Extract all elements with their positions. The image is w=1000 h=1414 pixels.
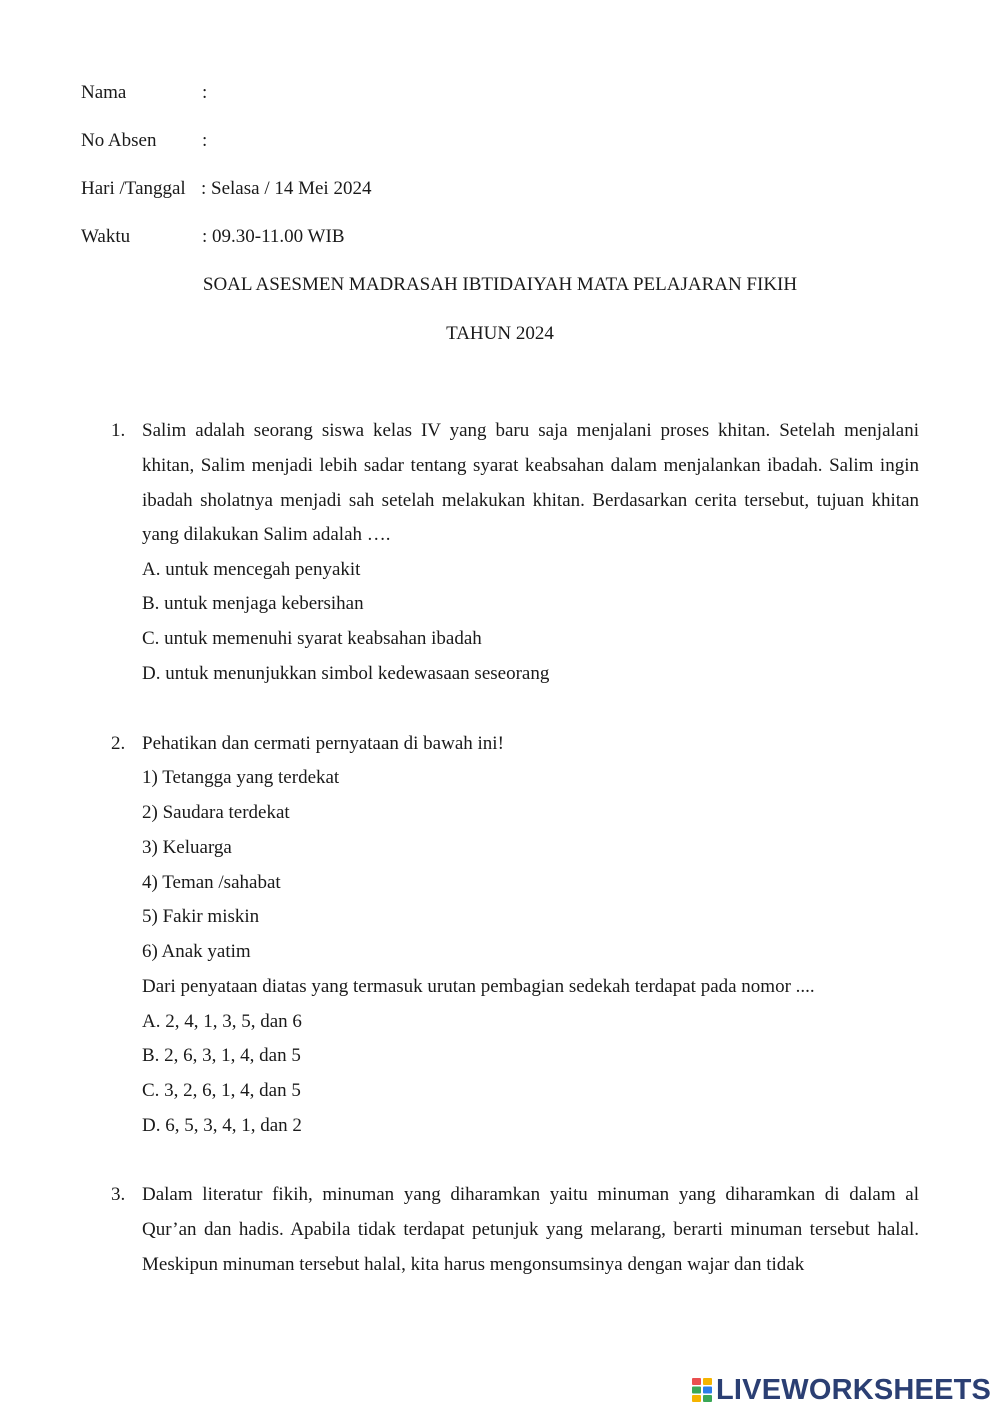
field-label: Hari /Tanggal (81, 178, 186, 199)
field-value[interactable]: : (202, 130, 208, 151)
field-value: : 09.30-11.00 WIB (202, 226, 345, 247)
field-label: No Absen (81, 130, 157, 151)
answer-option-a[interactable]: A. 2, 4, 1, 3, 5, dan 6 (142, 1011, 302, 1032)
answer-option-a[interactable]: A. untuk mencegah penyakit (142, 559, 361, 580)
statement-item: 1) Tetangga yang terdekat (142, 767, 340, 788)
question-stem: Pehatikan dan cermati pernyataan di bawah ini! (142, 733, 504, 754)
statement-item: 4) Teman /sahabat (142, 872, 281, 893)
page-title: SOAL ASESMEN MADRASAH IBTIDAIYAH MATA PELAJARAN FIKIH (202, 274, 798, 295)
field-value: : Selasa / 14 Mei 2024 (201, 178, 372, 199)
field-label: Nama (81, 82, 127, 103)
question-stem: Dalam literatur fikih, minuman yang diharamkan yaitu minuman yang diharamkan di dalam al Qur’an dan hadis. Apabila tidak terdapat petunjuk yang melarang, berarti minuman tersebut halal. Meskipun minuman tersebut halal, kita harus mengonsumsinya dengan wajar dan tidak (142, 1184, 919, 1275)
answer-option-b[interactable]: B. 2, 6, 3, 1, 4, dan 5 (142, 1045, 301, 1066)
answer-option-d[interactable]: D. untuk menunjukkan simbol kedewasaan seseorang (142, 663, 550, 684)
statement-item: 6) Anak yatim (142, 941, 251, 962)
question-prompt: Dari penyataan diatas yang termasuk urutan pembagian sedekah terdapat pada nomor .... (142, 976, 815, 997)
statement-item: 5) Fakir miskin (142, 906, 260, 927)
statement-item: 2) Saudara terdekat (142, 802, 290, 823)
answer-option-d[interactable]: D. 6, 5, 3, 4, 1, dan 2 (142, 1115, 302, 1136)
field-label: Waktu (81, 226, 131, 247)
answer-option-c[interactable]: C. 3, 2, 6, 1, 4, dan 5 (142, 1080, 301, 1101)
answer-option-b[interactable]: B. untuk menjaga kebersihan (142, 593, 364, 614)
brand-text: LIVEWORKSHEETS (716, 1374, 992, 1406)
question-number: 1. (111, 420, 126, 441)
liveworksheets-brand[interactable] (692, 1374, 991, 1406)
liveworksheets-logo-icon (692, 1378, 712, 1402)
question-number: 3. (111, 1184, 126, 1205)
question-stem: Salim adalah seorang siswa kelas IV yang baru saja menjalani proses khitan. Setelah menjalani khitan, Salim menjadi lebih sadar tentang syarat keabsahan dalam menjalankan ibadah. Salim ingin ibadah sholatnya menjadi sah setelah melakukan khitan. Berdasarkan cerita tersebut, tujuan khitan yang dilakukan Salim adalah …. (142, 420, 919, 546)
question-number: 2. (111, 733, 126, 754)
statement-item: 3) Keluarga (142, 837, 232, 858)
answer-option-c[interactable]: C. untuk memenuhi syarat keabsahan ibadah (142, 628, 482, 649)
field-value[interactable]: : (202, 82, 208, 103)
page-subtitle: TAHUN 2024 (446, 323, 554, 344)
